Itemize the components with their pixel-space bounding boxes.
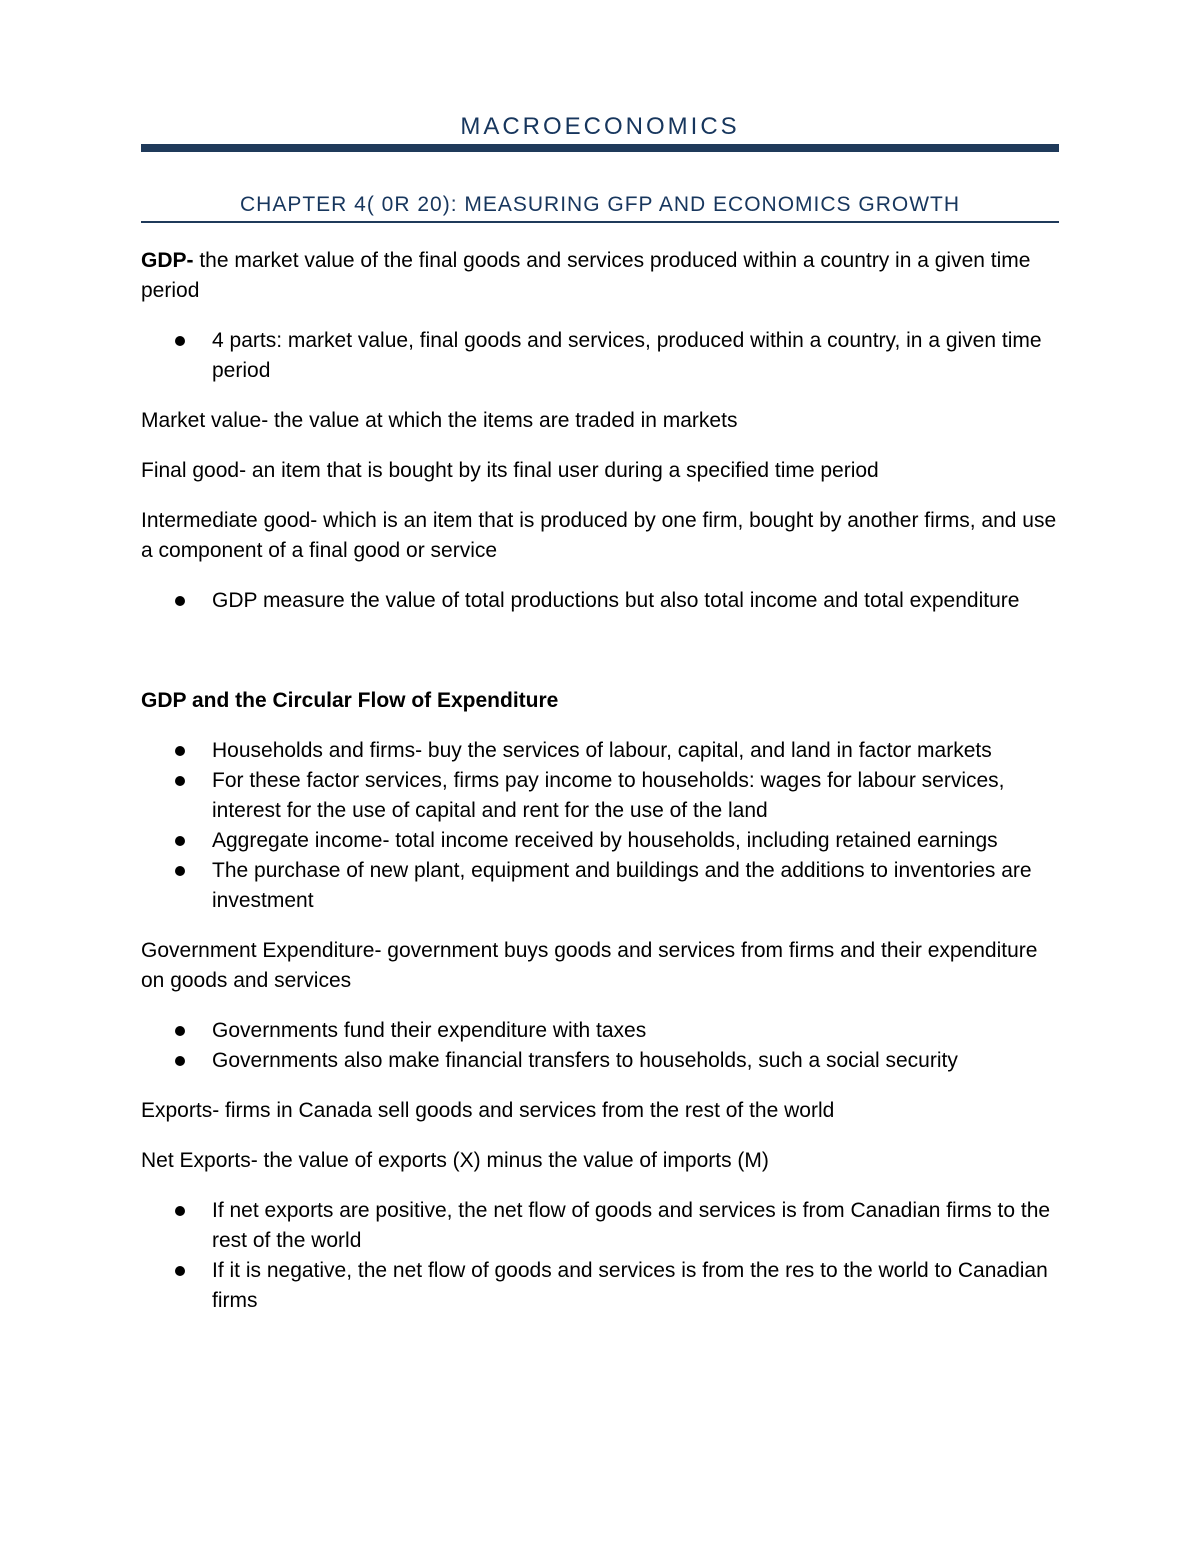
- net-exports-bullet-list: [141, 1196, 1059, 1316]
- bullet-icon: [175, 836, 185, 846]
- bullet-icon: [175, 1206, 185, 1216]
- bullet-icon: [175, 776, 185, 786]
- gdp-definition: [141, 246, 1059, 306]
- list-item: If net exports are positive, the net flow of goods and services is from Canadian firms to the rest of the world: [141, 1196, 1059, 1256]
- bullet-icon: [175, 1026, 185, 1036]
- bullet-icon: [175, 1266, 185, 1276]
- intermediate-good-definition: Intermediate good- which is an item that is produced by one firm, bought by another firms, and use a component of a final good or service: [141, 509, 1057, 562]
- bullet-icon: [175, 866, 185, 876]
- list-item: 4 parts: market value, final goods and services, produced within a country, in a given time period: [141, 326, 1059, 386]
- document-title: MACROECONOMICS: [460, 113, 740, 140]
- list-item: Governments also make financial transfers to households, such a social security: [141, 1046, 1059, 1076]
- gdp-definition-text: the market value of the final goods and services produced within a country in a given time period: [141, 249, 1031, 302]
- net-exports-definition: Net Exports- the value of exports (X) minus the value of imports (M): [141, 1149, 769, 1172]
- government-bullet-list: [141, 1016, 1059, 1076]
- bullet-icon: [175, 1056, 185, 1066]
- government-expenditure-definition: Government Expenditure- government buys goods and services from firms and their expenditure on goods and services: [141, 939, 1038, 992]
- title-divider: [141, 144, 1059, 152]
- bullet-icon: [175, 746, 185, 756]
- list-item: GDP measure the value of total productions but also total income and total expenditure: [141, 586, 1059, 616]
- list-item: Governments fund their expenditure with taxes: [141, 1016, 1059, 1046]
- list-item: The purchase of new plant, equipment and buildings and the additions to inventories are investment: [141, 856, 1059, 916]
- intermediate-bullet-list: [141, 586, 1059, 616]
- circular-flow-bullet-list: [141, 736, 1059, 916]
- chapter-divider: [141, 221, 1059, 223]
- list-item: Aggregate income- total income received by households, including retained earnings: [141, 826, 1059, 856]
- document-body: [141, 246, 1059, 1336]
- bullet-icon: [175, 596, 185, 606]
- list-item: If it is negative, the net flow of goods and services is from the res to the world to Canadian firms: [141, 1256, 1059, 1316]
- final-good-definition: Final good- an item that is bought by its final user during a specified time period: [141, 459, 879, 482]
- exports-definition: Exports- firms in Canada sell goods and services from the rest of the world: [141, 1099, 835, 1122]
- bullet-icon: [175, 336, 185, 346]
- gdp-bullet-list: [141, 326, 1059, 386]
- circular-flow-heading: GDP and the Circular Flow of Expenditure: [141, 689, 559, 712]
- gdp-term: GDP-: [141, 249, 194, 272]
- list-item: Households and firms- buy the services of labour, capital, and land in factor markets: [141, 736, 1059, 766]
- market-value-definition: Market value- the value at which the items are traded in markets: [141, 409, 738, 432]
- list-item: For these factor services, firms pay income to households: wages for labour services, interest for the use of capital and rent for the use of the land: [141, 766, 1059, 826]
- chapter-heading: CHAPTER 4( 0R 20): MEASURING GFP AND ECONOMICS GROWTH: [239, 193, 961, 216]
